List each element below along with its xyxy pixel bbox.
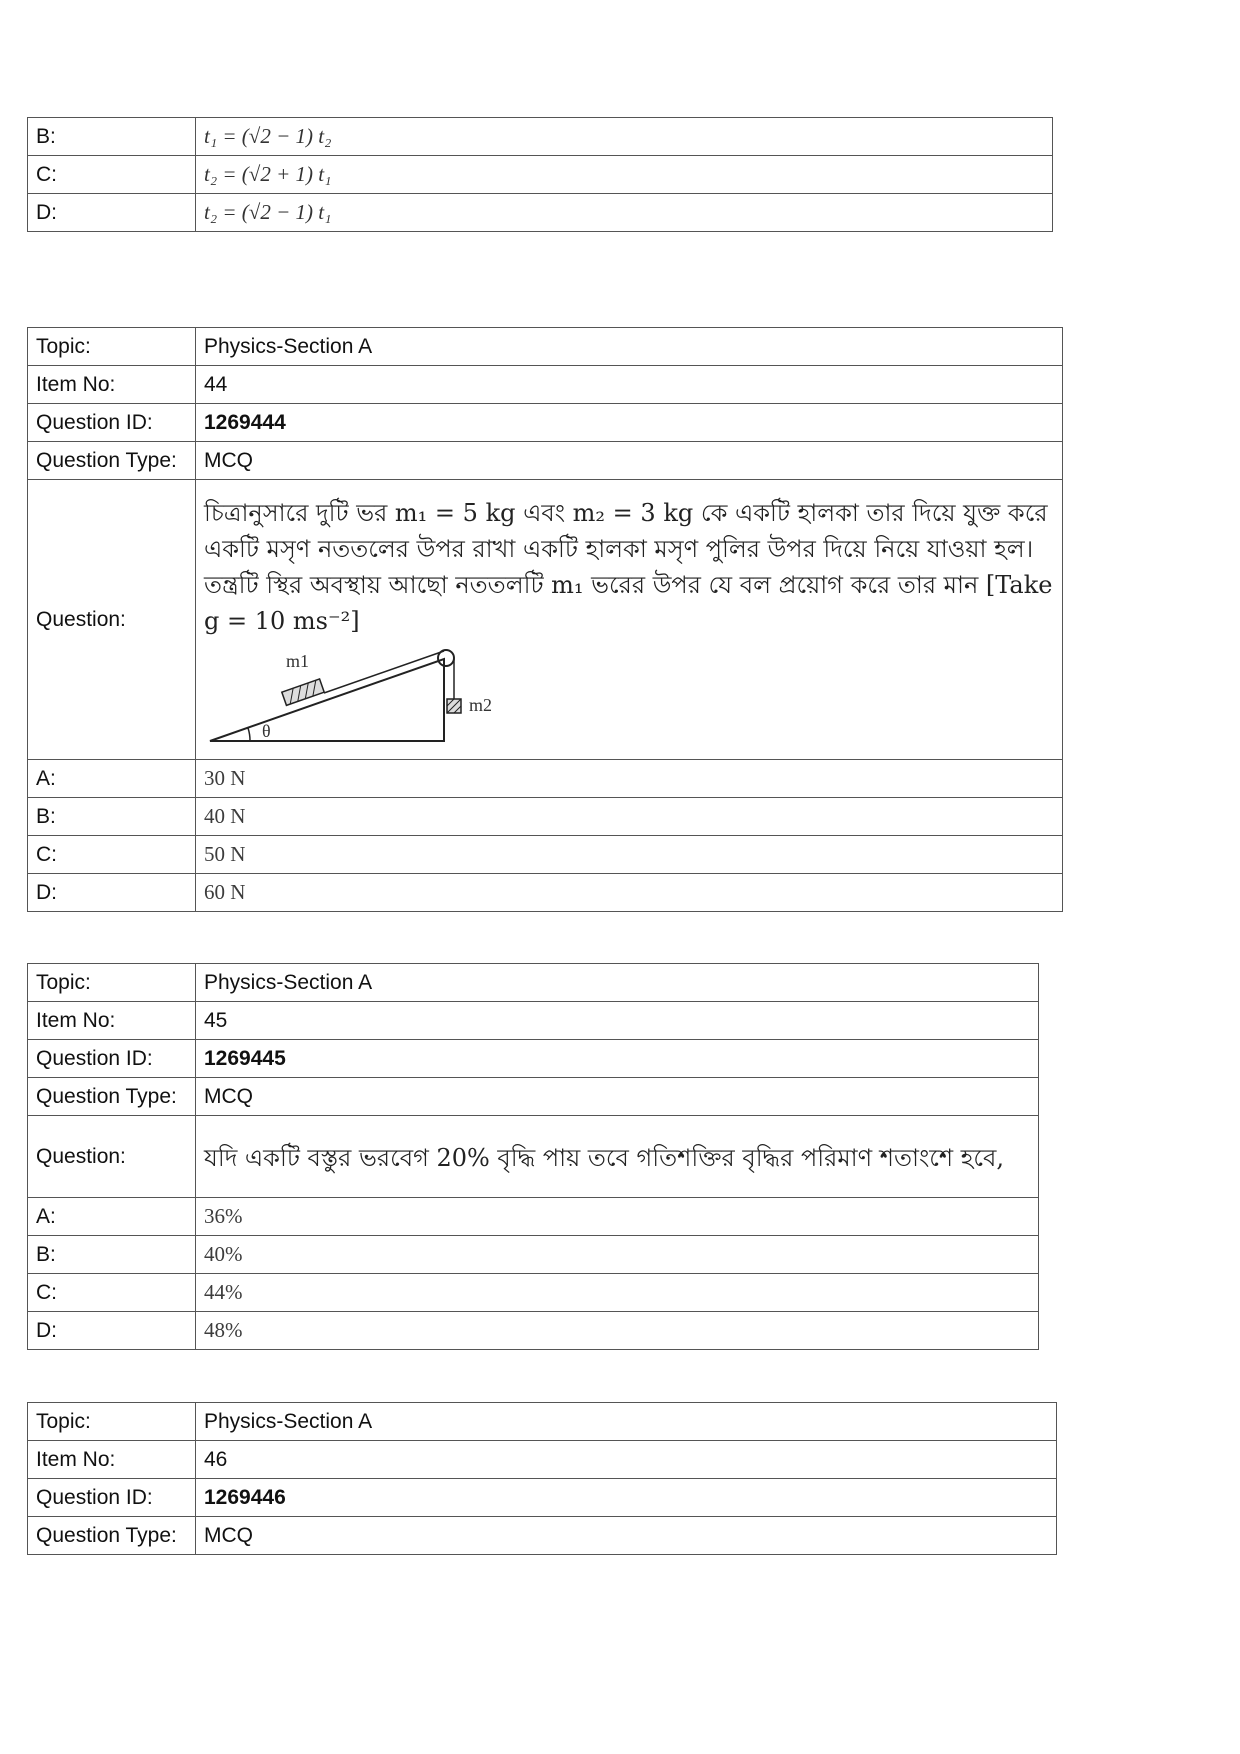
option-row [28, 874, 1063, 912]
question-type-value: MCQ [196, 1517, 1057, 1555]
question-type-label: Question Type: [28, 1517, 196, 1555]
question-id-value: 1269446 [196, 1479, 1057, 1517]
option-label: D: [28, 194, 196, 232]
inclined-plane-diagram [204, 641, 493, 746]
question-row [28, 1116, 1039, 1198]
option-label: B: [28, 798, 196, 836]
option-row [28, 836, 1063, 874]
option-label: D: [28, 1312, 196, 1350]
topic-row [28, 964, 1039, 1002]
question-45-table [27, 963, 1039, 1350]
question-cell [196, 1116, 1039, 1198]
question-id-label: Question ID: [28, 404, 196, 442]
question-id-row [28, 1479, 1057, 1517]
label-m1: m1 [286, 651, 310, 671]
topic-label: Topic: [28, 1403, 196, 1441]
item-value: 46 [196, 1441, 1057, 1479]
question-id-label: Question ID: [28, 1479, 196, 1517]
topic-value: Physics-Section A [196, 328, 1063, 366]
question-label: Question: [28, 1116, 196, 1198]
question-row [28, 480, 1063, 760]
prev-question-options-table [27, 117, 1053, 232]
option-formula: t₂ = (√2 + 1) t₁ [196, 156, 1053, 194]
block-m1 [282, 679, 324, 705]
option-label: C: [28, 156, 196, 194]
question-id-label: Question ID: [28, 1040, 196, 1078]
topic-row [28, 1403, 1057, 1441]
question-label: Question: [28, 480, 196, 760]
option-value: 40% [196, 1236, 1039, 1274]
option-value: 50 N [196, 836, 1063, 874]
option-label: C: [28, 836, 196, 874]
option-row [28, 1312, 1039, 1350]
incline-triangle [210, 659, 444, 741]
option-label: A: [28, 760, 196, 798]
option-row [28, 118, 1053, 156]
option-label: A: [28, 1198, 196, 1236]
option-row [28, 1274, 1039, 1312]
question-46-table [27, 1402, 1057, 1555]
question-type-value: MCQ [196, 1078, 1039, 1116]
option-value: 36% [196, 1198, 1039, 1236]
item-value: 44 [196, 366, 1063, 404]
angle-arc [248, 728, 250, 741]
question-id-row [28, 1040, 1039, 1078]
item-row [28, 1002, 1039, 1040]
option-label: D: [28, 874, 196, 912]
option-formula: t₂ = (√2 − 1) t₁ [196, 194, 1053, 232]
topic-value: Physics-Section A [196, 964, 1039, 1002]
item-label: Item No: [28, 366, 196, 404]
question-id-value: 1269445 [196, 1040, 1039, 1078]
question-type-row [28, 442, 1063, 480]
topic-row [28, 328, 1063, 366]
option-value: 30 N [196, 760, 1063, 798]
option-label: B: [28, 1236, 196, 1274]
topic-label: Topic: [28, 964, 196, 1002]
option-value: 40 N [196, 798, 1063, 836]
question-type-value: MCQ [196, 442, 1063, 480]
string-incline [324, 651, 444, 693]
question-cell [196, 480, 1063, 760]
question-id-row [28, 404, 1063, 442]
option-row [28, 156, 1053, 194]
question-id-value: 1269444 [196, 404, 1063, 442]
topic-value: Physics-Section A [196, 1403, 1057, 1441]
option-formula: t₁ = (√2 − 1) t₂ [196, 118, 1053, 156]
option-row [28, 194, 1053, 232]
label-m2: m2 [469, 695, 493, 715]
option-label: B: [28, 118, 196, 156]
item-row [28, 1441, 1057, 1479]
question-type-row [28, 1078, 1039, 1116]
option-value: 48% [196, 1312, 1039, 1350]
item-label: Item No: [28, 1441, 196, 1479]
question-type-label: Question Type: [28, 1078, 196, 1116]
item-label: Item No: [28, 1002, 196, 1040]
option-row [28, 1236, 1039, 1274]
option-row [28, 760, 1063, 798]
question-text: চিত্রানুসারে দুটি ভর m₁ = 5 kg এবং m₂ = 3 kg কে একটি হালকা তার দিয়ে যুক্ত করে একটি মসৃণ নততলের উপর রাখা একটি হালকা মসৃণ পুলির উপর দিয়ে নিয়ে যাওয়া হল। তন্ত্রটি স্থির অবস্থায় আছো নততলটি m₁ ভরের উপর যে বল প্রয়োগ করে তার মান [Take g = 10 ms⁻²] [204, 499, 1053, 635]
question-text: যদি একটি বস্তুর ভরবেগ 20% বৃদ্ধি পায় তবে গতিশক্তির বৃদ্ধির পরিমাণ শতাংশে হবে, [204, 1143, 1004, 1172]
option-value: 60 N [196, 874, 1063, 912]
option-value: 44% [196, 1274, 1039, 1312]
option-label: C: [28, 1274, 196, 1312]
block-m2 [447, 699, 461, 713]
item-value: 45 [196, 1002, 1039, 1040]
item-row [28, 366, 1063, 404]
question-type-row [28, 1517, 1057, 1555]
topic-label: Topic: [28, 328, 196, 366]
option-row [28, 1198, 1039, 1236]
question-type-label: Question Type: [28, 442, 196, 480]
label-theta: θ [262, 721, 271, 741]
question-44-table [27, 327, 1063, 912]
option-row [28, 798, 1063, 836]
